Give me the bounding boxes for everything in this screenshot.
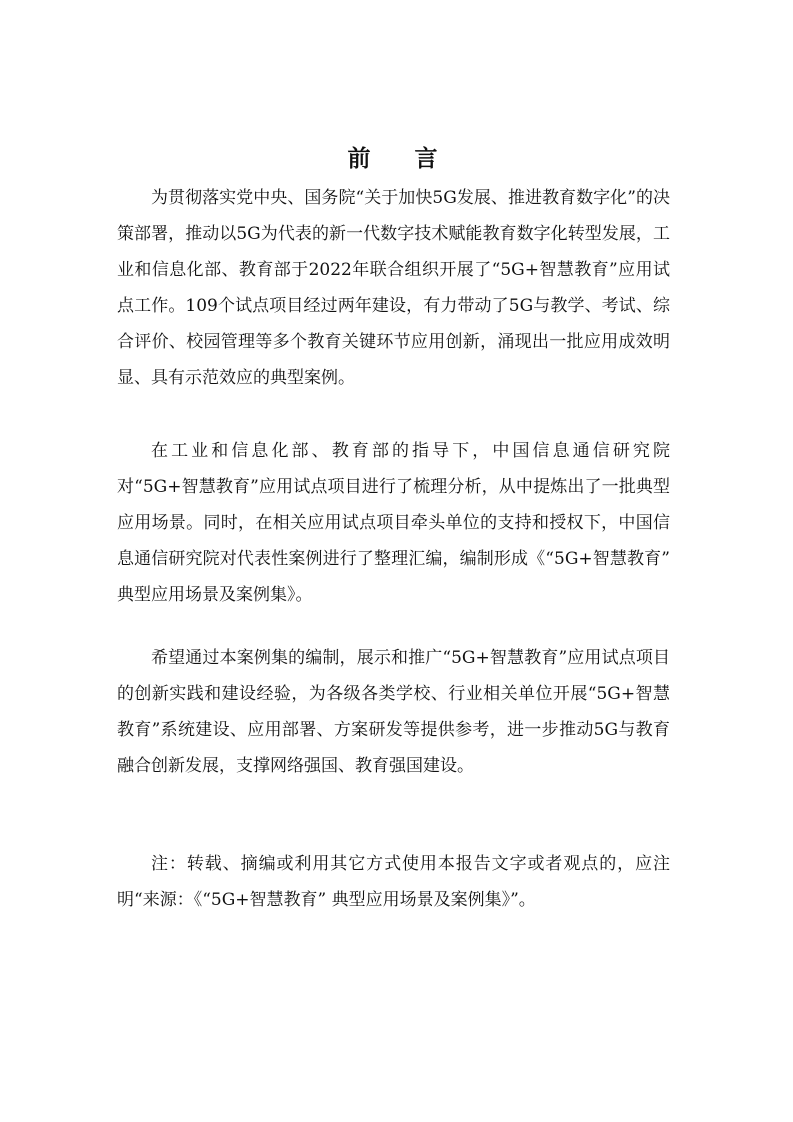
paragraph-3-block [117,640,670,784]
paragraph-1-block [117,180,670,396]
paragraph-3: 希望通过本案例集的编制，展示和推广“5G+智慧教育”应用试点项目的创新实践和建设经验，为各级各类学校、行业相关单位开展“5G+智慧教育”系统建设、应用部署、方案研发等提供参考，进一步推动5G与教育融合创新发展，支撑网络强国、教育强国建设。 [117,648,670,776]
paragraph-2: 在工业和信息化部、教育部的指导下，中国信息通信研究院对“5G+智慧教育”应用试点项目进行了梳理分析，从中提炼出了一批典型应用场景。同时，在相关应用试点项目牵头单位的支持和授权下，中国信息通信研究院对代表性案例进行了整理汇编，编制形成《“5G+智慧教育” 典型应用场景及案例集》。 [117,441,670,605]
paragraph-1: 为贯彻落实党中央、国务院“关于加快5G发展、推进教育数字化”的决策部署，推动以5G为代表的新一代数字技术赋能教育数字化转型发展，工业和信息化部、教育部于2022年联合组织开展了“5G+智慧教育”应用试点工作。109个试点项目经过两年建设，有力带动了5G与教学、考试、综合评价、校园管理等多个教育关键环节应用创新，涌现出一批应用成效明显、具有示范效应的典型案例。 [117,188,670,388]
page-title: 前 言 [347,146,456,172]
copyright-note: 注：转载、摘编或利用其它方式使用本报告文字或者观点的，应注明“来源：《“5G+智慧教育” 典型应用场景及案例集》”。 [117,854,670,910]
note-block [117,846,670,918]
paragraph-2-block [117,433,670,613]
